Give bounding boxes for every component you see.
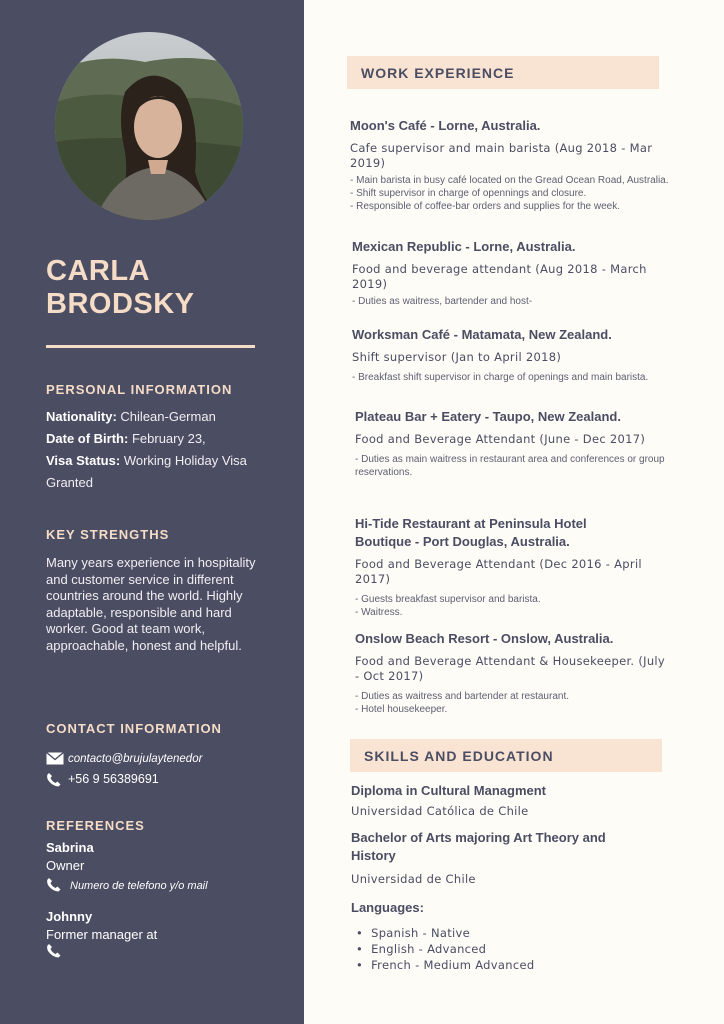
- job-entry: [350, 117, 670, 213]
- last-name: BRODSKY: [46, 288, 195, 320]
- candidate-name: [46, 255, 286, 321]
- job-role: Food and Beverage Attendant & Housekeeper. (July - Oct 2017): [355, 654, 666, 683]
- duty-line: - Duties as waitress, bartender and host-: [352, 296, 533, 307]
- duty-line: - Main barista in busy café located on the Gread Ocean Road, Australia.: [350, 175, 669, 186]
- phone-text[interactable]: +56 9 56389691: [68, 772, 159, 786]
- visa-label: Visa Status:: [46, 453, 121, 468]
- education-title: Bachelor of Arts majoring Art Theory and History: [351, 830, 606, 863]
- name-divider: [46, 345, 255, 348]
- job-entry: [355, 408, 675, 479]
- reference-name: Johnny: [46, 909, 93, 924]
- reference-contact: [46, 943, 62, 961]
- job-title: Plateau Bar + Eatery - Taupo, New Zealand.: [355, 409, 621, 424]
- reference-phone-text: Numero de telefono y/o mail: [70, 880, 208, 892]
- duty-line: - Shift supervisor in charge of opennings and closure.: [350, 188, 587, 199]
- language-item: • English - Advanced: [356, 941, 534, 957]
- job-duties: [355, 690, 670, 716]
- job-role: Food and Beverage Attendant (June - Dec 2017): [355, 432, 646, 446]
- first-name: CARLA: [46, 255, 150, 287]
- email-row[interactable]: [46, 752, 202, 766]
- language-item: • Spanish - Native: [356, 925, 534, 941]
- duty-line: - Responsible of coffee-bar orders and supplies for the week.: [350, 201, 620, 212]
- duty-line: - Breakfast shift supervisor in charge of openings and main barista.: [352, 372, 649, 383]
- reference-contact: [46, 877, 208, 895]
- key-strengths-heading: KEY STRENGTHS: [46, 527, 170, 542]
- envelope-icon: [46, 752, 64, 766]
- job-duties: [355, 453, 675, 479]
- education-school: Universidad Católica de Chile: [351, 804, 529, 818]
- job-duties: [352, 371, 672, 384]
- job-duties: [355, 593, 645, 619]
- nationality-value: Chilean-German: [120, 409, 216, 424]
- dob-value: February 23,: [131, 431, 206, 446]
- job-role: Shift supervisor (Jan to April 2018): [352, 350, 562, 364]
- job-title: Onslow Beach Resort - Onslow, Australia.: [355, 631, 614, 646]
- personal-info: [46, 406, 286, 494]
- job-title: Hi-Tide Restaurant at Peninsula Hotel Boutique - Port Douglas, Australia.: [355, 516, 587, 549]
- avatar: [55, 32, 243, 220]
- skills-education-heading: SKILLS AND EDUCATION: [350, 739, 662, 772]
- contact-heading: CONTACT INFORMATION: [46, 721, 222, 736]
- visa-value-cont: Granted: [46, 475, 93, 490]
- reference-role: Owner: [46, 858, 85, 873]
- email-text[interactable]: contacto@brujulaytenedor: [68, 753, 203, 765]
- key-strengths-text: Many years experience in hospitality and customer service in different countries around the world. Highly adaptable, responsible and hard worker. Good at team work, approachable, honest and helpful.: [46, 555, 256, 653]
- nationality-label: Nationality:: [46, 409, 117, 424]
- education-title: Diploma in Cultural Managment: [351, 783, 547, 798]
- education-school: Universidad de Chile: [351, 872, 476, 886]
- duty-line: - Hotel housekeeper.: [355, 704, 448, 715]
- phone-icon: [46, 943, 62, 961]
- duty-line: - Waitress.: [355, 607, 403, 618]
- job-role: Cafe supervisor and main barista (Aug 2018 - Mar 2019): [350, 141, 653, 170]
- languages-heading: Languages:: [351, 900, 424, 915]
- job-role: Food and Beverage Attendant (Dec 2016 - April 2017): [355, 557, 642, 586]
- languages-list: [356, 925, 534, 973]
- duty-line: - Duties as main waitress in restaurant area and conferences or group reservations.: [355, 454, 665, 478]
- reference-role: Former manager at: [46, 927, 158, 942]
- phone-icon: [46, 877, 62, 895]
- phone-icon: [46, 772, 64, 786]
- personal-info-heading: PERSONAL INFORMATION: [46, 382, 233, 397]
- phone-row[interactable]: [46, 772, 159, 786]
- job-entry: [352, 326, 672, 384]
- language-item: • French - Medium Advanced: [356, 957, 534, 973]
- sidebar: [0, 0, 304, 1024]
- dob-label: Date of Birth:: [46, 431, 129, 446]
- work-experience-heading: WORK EXPERIENCE: [347, 56, 659, 89]
- job-role: Food and beverage attendant (Aug 2018 - March 2019): [352, 262, 647, 291]
- duty-line: - Guests breakfast supervisor and barista.: [355, 594, 541, 605]
- job-duties: [352, 295, 672, 308]
- job-title: Worksman Café - Matamata, New Zealand.: [352, 327, 612, 342]
- references-heading: REFERENCES: [46, 818, 145, 833]
- visa-value: Working Holiday Visa: [123, 453, 247, 468]
- job-duties: [350, 174, 670, 213]
- job-entry: [352, 238, 672, 308]
- job-title: Moon's Café - Lorne, Australia.: [350, 118, 541, 133]
- reference-name: Sabrina: [46, 840, 94, 855]
- job-entry: [355, 515, 645, 619]
- duty-line: - Duties as waitress and bartender at restaurant.: [355, 691, 569, 702]
- job-entry: [355, 630, 670, 716]
- job-title: Mexican Republic - Lorne, Australia.: [352, 239, 576, 254]
